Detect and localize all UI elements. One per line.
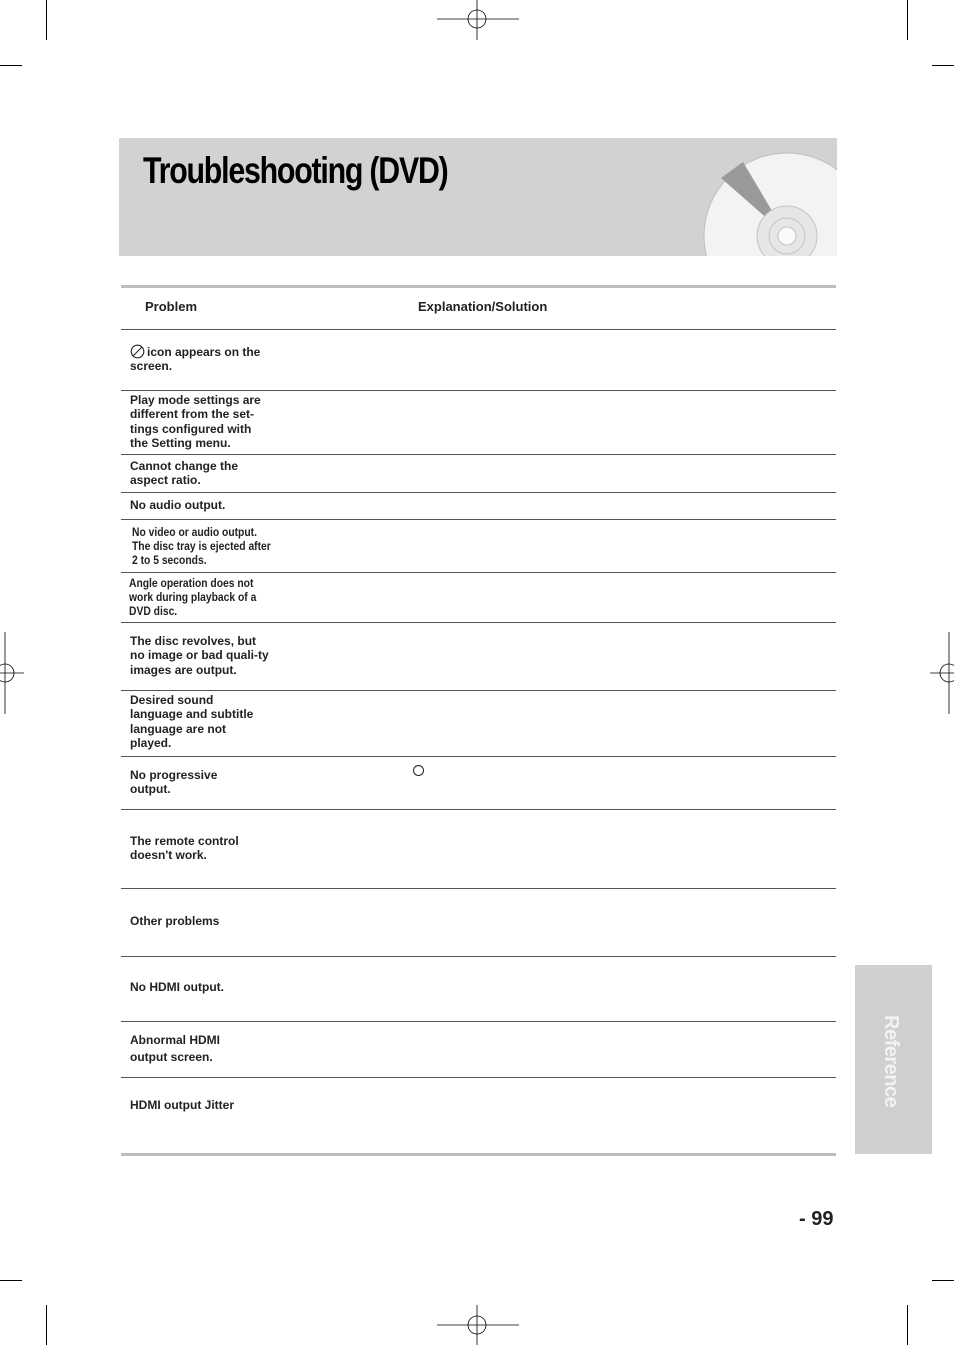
row-divider (121, 956, 836, 957)
problem-text: No HDMI output. (130, 980, 224, 994)
table-row (130, 498, 270, 512)
table-row (130, 344, 280, 374)
column-header-solution: Explanation/Solution (418, 299, 548, 314)
registration-mark-bottom (437, 1305, 519, 1345)
table-row (130, 1098, 270, 1112)
row-divider (121, 1077, 836, 1078)
problem-text: icon appears on the screen. (130, 345, 261, 374)
row-divider (121, 454, 836, 455)
table-row (130, 980, 270, 994)
circle-button-icon (412, 764, 425, 777)
table-row (130, 1032, 230, 1066)
table-row (130, 693, 260, 751)
row-divider (121, 1021, 836, 1022)
problem-text: Cannot change the aspect ratio. (130, 459, 239, 488)
table-row (130, 634, 270, 677)
registration-mark-top (437, 0, 519, 40)
problem-text: Abnormal HDMI output screen. (130, 1033, 220, 1064)
row-divider (121, 690, 836, 691)
row-divider (121, 809, 836, 810)
problem-text: Angle operation does not work during playback of a DVD disc. (129, 576, 257, 618)
table-row (130, 914, 270, 928)
table-row (130, 768, 230, 797)
row-divider (121, 622, 836, 623)
problem-text: No audio output. (130, 498, 226, 512)
row-divider (121, 572, 836, 573)
page-title: Troubleshooting (DVD) (143, 150, 448, 191)
table-row (130, 393, 270, 451)
problem-text: Play mode settings are different from the set-tings configured with the Setting menu. (130, 393, 261, 451)
table-row (130, 834, 255, 863)
problem-text: Other problems (130, 914, 220, 928)
side-tab (855, 965, 932, 1154)
table-top-rule (121, 285, 836, 288)
page-number: - 99 (799, 1208, 834, 1230)
header-band (119, 138, 837, 256)
problem-text: HDMI output Jitter (130, 1098, 234, 1112)
row-divider (121, 390, 836, 391)
prohibited-icon (130, 344, 145, 359)
table-bottom-rule (121, 1153, 836, 1156)
table-row (129, 576, 268, 618)
row-divider (121, 888, 836, 889)
row-divider (121, 329, 836, 330)
row-divider (121, 756, 836, 757)
table-row (132, 525, 271, 567)
column-header-problem: Problem (145, 299, 198, 314)
problem-text: No progressive output. (130, 768, 218, 797)
disc-icon (703, 152, 837, 256)
side-tab-label: Reference (880, 1015, 902, 1108)
problem-text: The disc revolves, but no image or bad quali-ty images are output. (130, 634, 269, 677)
problem-text: No video or audio output. The disc tray is ejected after 2 to 5 seconds. (132, 525, 271, 567)
row-divider (121, 519, 836, 520)
row-divider (121, 492, 836, 493)
problem-text: The remote control doesn't work. (130, 834, 239, 863)
registration-mark-right (930, 632, 954, 714)
problem-text: Desired sound language and subtitle language are not played. (130, 693, 254, 751)
table-row (130, 459, 270, 488)
registration-mark-left (0, 632, 24, 714)
